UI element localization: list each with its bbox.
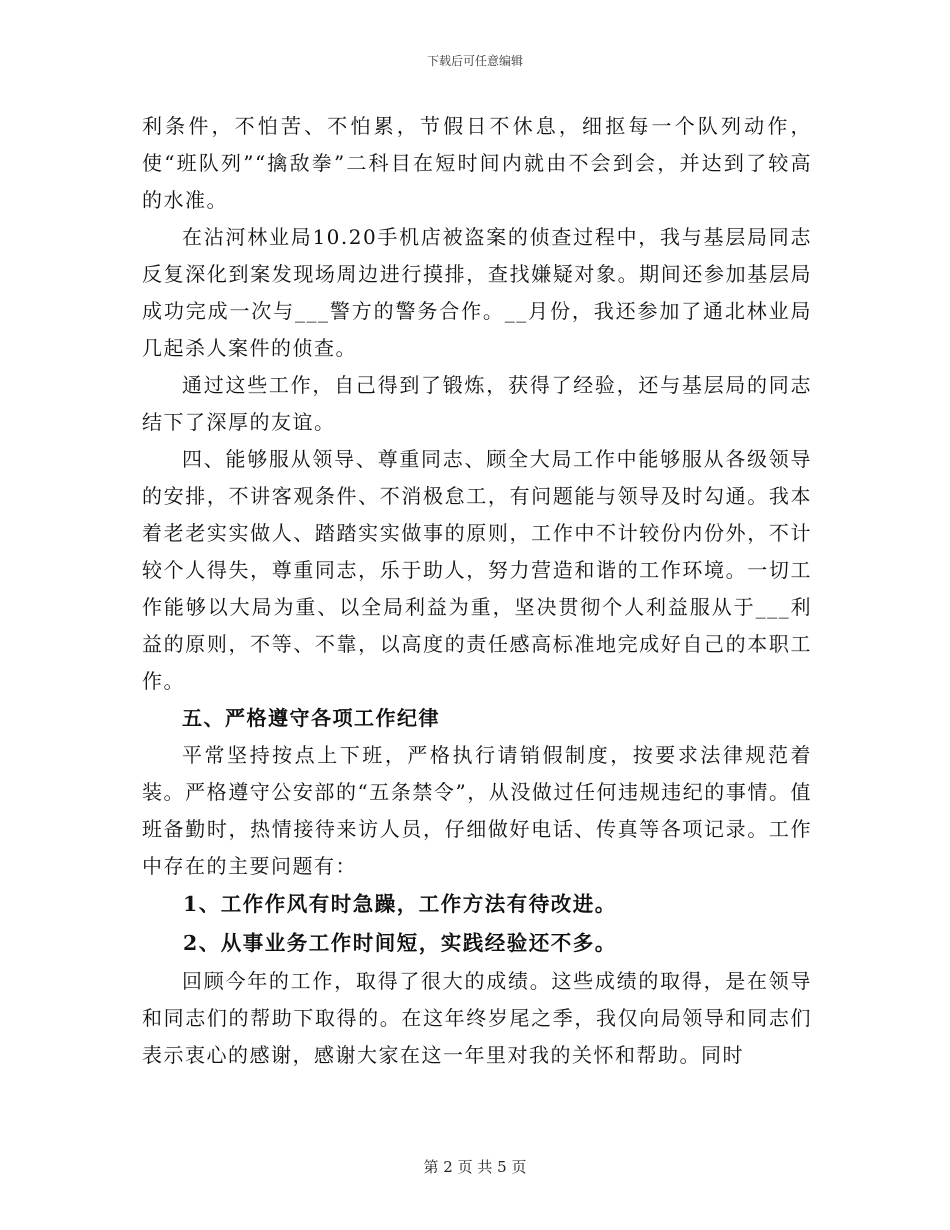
paragraph-review: 回顾今年的工作，取得了很大的成绩。这些成绩的取得，是在领导和同志们的帮助下取得的。在这年终岁尾之季，我仅向局领导和同志们表示衷心的感谢，感谢大家在这一年里对我的关怀和帮助。同时	[142, 969, 812, 1067]
problem-item-1: 1、工作作风有时急躁，工作方法有待改进。	[183, 892, 617, 916]
section-heading-five: 五、严格遵守各项工作纪律	[182, 706, 440, 730]
paragraph-section-four: 四、能够服从领导、尊重同志、顾全大局工作中能够服从各级领导的安排，不讲客观条件、不消极怠工，有问题能与领导及时勾通。我本着老老实实做人、踏踏实实做事的原则，工作中不计较份内份外，不计较个人得失，尊重同志，乐于助人，努力营造和谐的工作环境。一切工作能够以大局为重、以全局利益为重，坚决贯彻个人利益服从于___利益的原则，不等、不靠，以高度的责任感高标准地完成好自己的本职工作。	[142, 447, 812, 693]
paragraph-experience: 通过这些工作，自己得到了锻炼，获得了经验，还与基层局的同志结下了深厚的友谊。	[142, 373, 812, 434]
document-body	[142, 108, 812, 1074]
paragraph-continuation: 利条件，不怕苦、不怕累，节假日不休息，细抠每一个队列动作，使“班队列”“擒敌拳”二科目在短时间内就由不会到会，并达到了较高的水准。	[142, 114, 812, 212]
paragraph-case-investigation: 在沾河林业局10.20手机店被盗案的侦查过程中，我与基层局同志反复深化到案发现场周边进行摸排，查找嫌疑对象。期间还参加基层局成功完成一次与___警方的警务合作。__月份，我还参加了通北林业局几起杀人案件的侦查。	[142, 225, 812, 360]
problem-item-2: 2、从事业务工作时间短，实践经验还不多。	[183, 931, 617, 955]
page-header: 下载后可任意编辑	[426, 54, 523, 68]
paragraph-discipline: 平常坚持按点上下班，严格执行请销假制度，按要求法律规范着装。严格遵守公安部的“五条禁令”，从没做过任何违规违纪的事情。值班备勤时，热情接待来访人员，仔细做好电话、传真等各项记录。工作中存在的主要问题有：	[142, 743, 812, 878]
page-number: 第 2 页 共 5 页	[423, 1158, 527, 1176]
